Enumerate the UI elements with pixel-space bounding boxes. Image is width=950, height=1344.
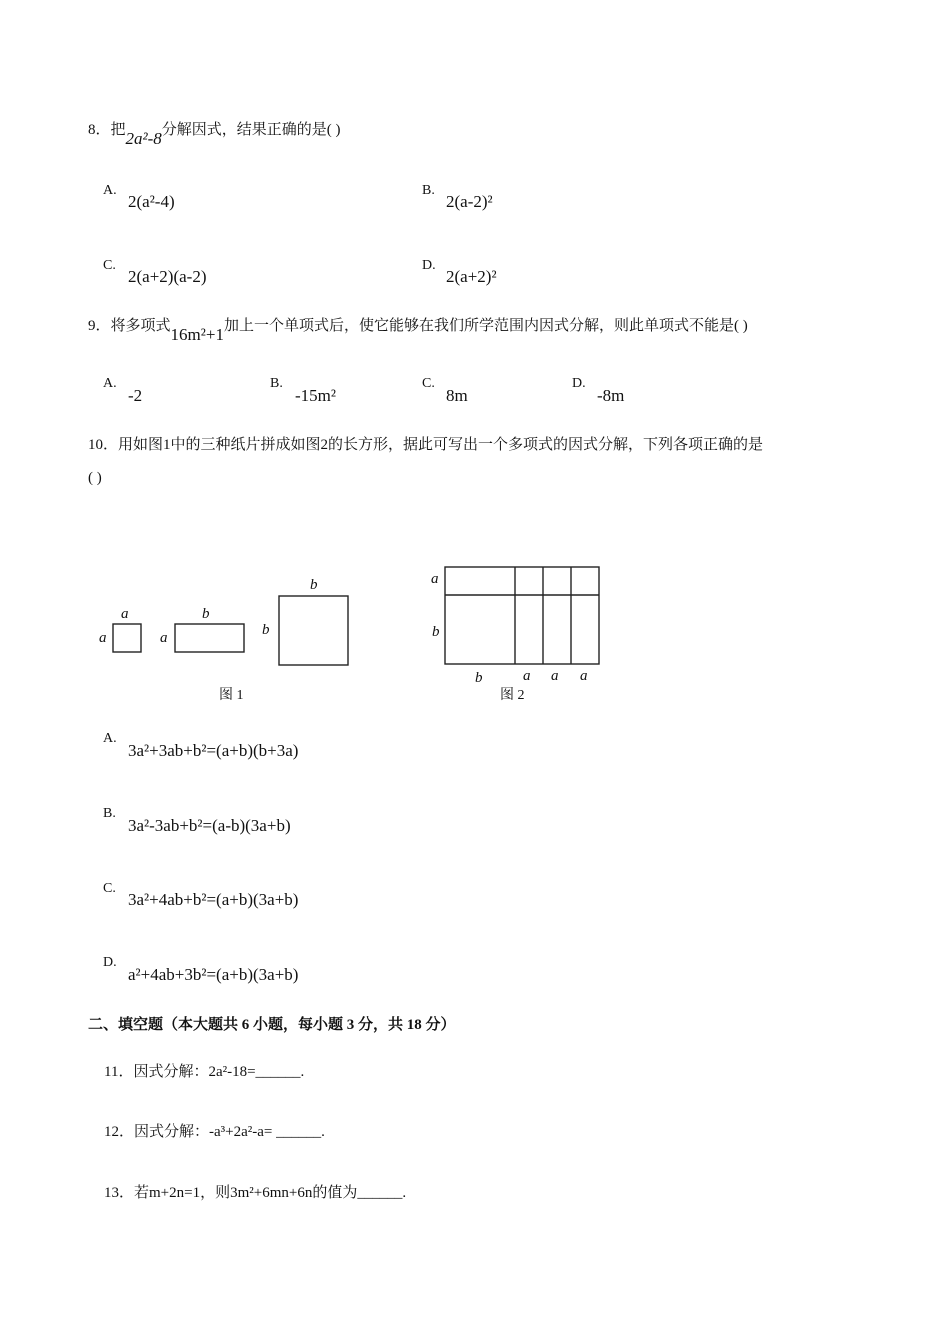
q9-option-b-letter: B. xyxy=(270,376,283,391)
fig1-label-b-top2: b xyxy=(310,577,318,593)
q8-option-b-letter: B. xyxy=(422,183,435,198)
q8-option-c-letter: C. xyxy=(103,258,116,273)
fig2-left-label-b: b xyxy=(432,624,440,640)
fig2-bottom-label-a3: a xyxy=(580,668,588,684)
q10-option-a[interactable]: 3a²+3ab+b²=(a+b)(b+3a) xyxy=(128,741,299,760)
q9-option-a-letter: A. xyxy=(103,376,117,391)
q8-option-d[interactable]: 2(a+2)² xyxy=(446,267,497,286)
q10-option-d[interactable]: a²+4ab+3b²=(a+b)(3a+b) xyxy=(128,965,299,984)
q11: 11．因式分解：2a²-18=______. xyxy=(104,1064,305,1080)
q8-suffix: 分解因式，结果正确的是( ) xyxy=(161,122,341,138)
rectangle-ab xyxy=(175,624,244,652)
q9-expression: 16m²+1 xyxy=(170,325,224,344)
q13: 13．若m+2n=1，则3m²+6mn+6n的值为______. xyxy=(104,1185,407,1201)
q8-option-b[interactable]: 2(a-2)² xyxy=(446,192,493,211)
q9-option-b[interactable]: -15m² xyxy=(295,386,336,405)
q10-option-c[interactable]: 3a²+4ab+b²=(a+b)(3a+b) xyxy=(128,890,299,909)
fig2-bottom-label-a1: a xyxy=(523,668,531,684)
small-square-a xyxy=(113,624,141,652)
fig1-label-a-top: a xyxy=(121,606,129,622)
q8-stem xyxy=(88,118,341,148)
q8-number: 8． xyxy=(88,122,111,138)
large-square-b xyxy=(279,596,348,665)
q9-number: 9． xyxy=(88,318,111,334)
figure-2-caption: 图 2 xyxy=(500,688,525,703)
q10-option-d-letter: D. xyxy=(103,955,117,970)
q9-option-a[interactable]: -2 xyxy=(128,386,143,405)
q10-stem: 10．用如图1中的三种纸片拼成如图2的长方形，据此可写出一个多项式的因式分解，下列各项正确的是 xyxy=(88,437,764,453)
q9-stem xyxy=(88,314,748,344)
fig1-label-b-left: b xyxy=(262,622,270,638)
q10-option-b[interactable]: 3a²-3ab+b²=(a-b)(3a+b) xyxy=(128,816,291,835)
q9-suffix: 加上一个单项式后，使它能够在我们所学范围内因式分解，则此单项式不能是( ) xyxy=(223,318,748,334)
big-rectangle xyxy=(445,567,599,664)
q10-stem-paren: ( ) xyxy=(88,470,102,486)
q12: 12．因式分解：-a³+2a²-a= ______. xyxy=(104,1124,325,1140)
fig1-label-b-top: b xyxy=(202,606,210,622)
q9-option-d[interactable]: -8m xyxy=(597,386,625,405)
q8-option-a[interactable]: 2(a²-4) xyxy=(128,192,175,211)
fig1-label-a-left: a xyxy=(99,630,107,646)
fig2-left-label-a: a xyxy=(431,571,439,587)
q8-option-c[interactable]: 2(a+2)(a-2) xyxy=(128,267,207,286)
q10-option-a-letter: A. xyxy=(103,731,117,746)
section-2-heading: 二、填空题（本大题共 6 小题，每小题 3 分，共 18 分） xyxy=(88,1017,456,1033)
fig2-bottom-label-a2: a xyxy=(551,668,559,684)
q9-prefix: 将多项式 xyxy=(110,318,171,334)
q9-option-d-letter: D. xyxy=(572,376,586,391)
figure-1-caption: 图 1 xyxy=(219,688,244,703)
q8-prefix: 把 xyxy=(110,122,126,138)
figure-2-shapes xyxy=(440,562,605,670)
fig1-label-a-rect: a xyxy=(160,630,168,646)
q8-option-d-letter: D. xyxy=(422,258,436,273)
q9-option-c[interactable]: 8m xyxy=(446,386,468,405)
figure-1-shapes xyxy=(95,575,365,675)
q8-expression: 2a²-8 xyxy=(125,129,162,148)
fig2-bottom-label-b: b xyxy=(475,670,483,686)
q8-option-a-letter: A. xyxy=(103,183,117,198)
q9-option-c-letter: C. xyxy=(422,376,435,391)
q10-option-b-letter: B. xyxy=(103,806,116,821)
q10-option-c-letter: C. xyxy=(103,881,116,896)
